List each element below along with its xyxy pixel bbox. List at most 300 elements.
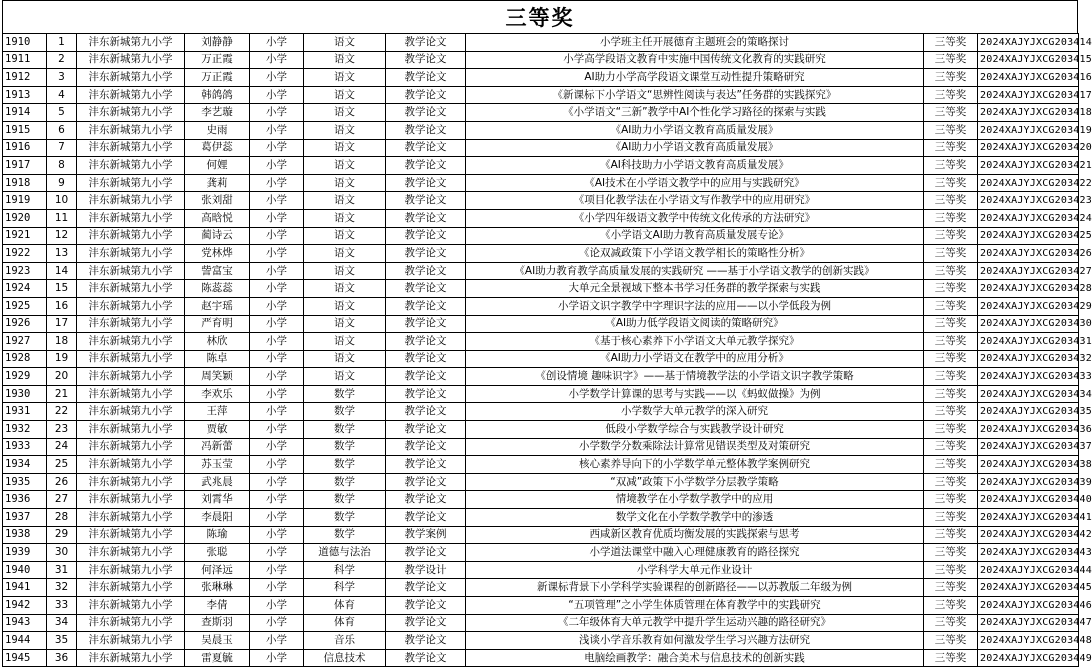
level-cell: 小学 — [250, 174, 304, 192]
certificate-code-cell: 2024XAJYJXCG203430 — [978, 315, 1079, 333]
subject-cell: 数学 — [304, 509, 386, 527]
category-cell: 教学论文 — [386, 368, 466, 386]
table-row — [3, 245, 1079, 263]
table-row — [3, 649, 1079, 667]
category-cell: 教学论文 — [386, 34, 466, 52]
category-cell: 教学论文 — [386, 438, 466, 456]
table-row — [3, 69, 1079, 87]
certificate-code-cell: 2024XAJYJXCG203436 — [978, 421, 1079, 439]
sequence-cell: 17 — [47, 315, 77, 333]
sequence-cell: 14 — [47, 262, 77, 280]
subject-cell: 语文 — [304, 297, 386, 315]
sequence-cell: 34 — [47, 614, 77, 632]
award-cell: 三等奖 — [924, 245, 978, 263]
sequence-cell: 20 — [47, 368, 77, 386]
record-id-cell: 1930 — [3, 385, 47, 403]
award-table-body — [3, 34, 1092, 667]
award-cell: 三等奖 — [924, 350, 978, 368]
school-cell: 沣东新城第九小学 — [77, 491, 185, 509]
paper-title-cell: 《AI助力教育教学高质量发展的实践研究 ——基于小学语文教学的创新实践》 — [466, 262, 924, 280]
record-id-cell: 1928 — [3, 350, 47, 368]
record-id-cell: 1931 — [3, 403, 47, 421]
table-row — [3, 473, 1079, 491]
record-id-cell: 1932 — [3, 421, 47, 439]
subject-cell: 科学 — [304, 561, 386, 579]
sheet-title: 三等奖 — [2, 0, 1078, 33]
paper-title-cell: 小学语文识字教学中字理识字法的应用——以小学低段为例 — [466, 297, 924, 315]
sequence-cell: 25 — [47, 456, 77, 474]
sequence-cell: 24 — [47, 438, 77, 456]
paper-title-cell: 《小学语文“三新”教学中AI个性化学习路径的探索与实践 — [466, 104, 924, 122]
table-row — [3, 209, 1079, 227]
level-cell: 小学 — [250, 368, 304, 386]
category-cell: 教学论文 — [386, 491, 466, 509]
sequence-cell: 15 — [47, 280, 77, 298]
award-cell: 三等奖 — [924, 69, 978, 87]
paper-title-cell: 新课标背景下小学科学实验课程的创新路径——以苏教版二年级为例 — [466, 579, 924, 597]
level-cell: 小学 — [250, 491, 304, 509]
category-cell: 教学论文 — [386, 509, 466, 527]
author-cell: 蔺诗云 — [185, 227, 250, 245]
paper-title-cell: 小学道法课堂中融入心理健康教育的路径探究 — [466, 544, 924, 562]
record-id-cell: 1934 — [3, 456, 47, 474]
school-cell: 沣东新城第九小学 — [77, 649, 185, 667]
subject-cell: 语文 — [304, 209, 386, 227]
record-id-cell: 1944 — [3, 632, 47, 650]
subject-cell: 语文 — [304, 262, 386, 280]
level-cell: 小学 — [250, 350, 304, 368]
certificate-code-cell: 2024XAJYJXCG203437 — [978, 438, 1079, 456]
subject-cell: 语文 — [304, 121, 386, 139]
school-cell: 沣东新城第九小学 — [77, 139, 185, 157]
author-cell: 武兆晨 — [185, 473, 250, 491]
school-cell: 沣东新城第九小学 — [77, 473, 185, 491]
sequence-cell: 33 — [47, 597, 77, 615]
author-cell: 何娌 — [185, 157, 250, 175]
certificate-code-cell: 2024XAJYJXCG203442 — [978, 526, 1079, 544]
record-id-cell: 1924 — [3, 280, 47, 298]
sequence-cell: 8 — [47, 157, 77, 175]
paper-title-cell: 小学数学计算课的思考与实践——以《蚂蚁做操》为例 — [466, 385, 924, 403]
record-id-cell: 1941 — [3, 579, 47, 597]
sequence-cell: 27 — [47, 491, 77, 509]
author-cell: 雷夏毓 — [185, 649, 250, 667]
table-row — [3, 491, 1079, 509]
paper-title-cell: 《小学四年级语文教学中传统文化传承的方法研究》 — [466, 209, 924, 227]
category-cell: 教学论文 — [386, 121, 466, 139]
school-cell: 沣东新城第九小学 — [77, 526, 185, 544]
subject-cell: 语文 — [304, 69, 386, 87]
school-cell: 沣东新城第九小学 — [77, 174, 185, 192]
author-cell: 刘霄华 — [185, 491, 250, 509]
table-row — [3, 561, 1079, 579]
category-cell: 教学论文 — [386, 157, 466, 175]
table-row — [3, 544, 1079, 562]
table-row — [3, 157, 1079, 175]
level-cell: 小学 — [250, 561, 304, 579]
sequence-cell: 16 — [47, 297, 77, 315]
record-id-cell: 1943 — [3, 614, 47, 632]
certificate-code-cell: 2024XAJYJXCG203446 — [978, 597, 1079, 615]
paper-title-cell: 小学班主任开展德育主题班会的策略探讨 — [466, 34, 924, 52]
paper-title-cell: 《项目化教学法在小学语文写作教学中的应用研究》 — [466, 192, 924, 210]
paper-title-cell: 情境教学在小学数学教学中的应用 — [466, 491, 924, 509]
level-cell: 小学 — [250, 632, 304, 650]
paper-title-cell: 《AI助力小学语文教育高质量发展》 — [466, 139, 924, 157]
certificate-code-cell: 2024XAJYJXCG203426 — [978, 245, 1079, 263]
table-row — [3, 139, 1079, 157]
subject-cell: 数学 — [304, 403, 386, 421]
sequence-cell: 31 — [47, 561, 77, 579]
sequence-cell: 19 — [47, 350, 77, 368]
subject-cell: 语文 — [304, 315, 386, 333]
certificate-code-cell: 2024XAJYJXCG203418 — [978, 104, 1079, 122]
category-cell: 教学论文 — [386, 579, 466, 597]
paper-title-cell: 《AI助力低学段语文阅读的策略研究》 — [466, 315, 924, 333]
paper-title-cell: 《二年级体育大单元教学中提升学生运动兴趣的路径研究》 — [466, 614, 924, 632]
category-cell: 教学论文 — [386, 614, 466, 632]
paper-title-cell: 《论双减政策下小学语文教学相长的策略性分析》 — [466, 245, 924, 263]
record-id-cell: 1933 — [3, 438, 47, 456]
record-id-cell: 1921 — [3, 227, 47, 245]
level-cell: 小学 — [250, 86, 304, 104]
table-row — [3, 403, 1079, 421]
category-cell: 教学论文 — [386, 297, 466, 315]
author-cell: 史雨 — [185, 121, 250, 139]
sequence-cell: 9 — [47, 174, 77, 192]
record-id-cell: 1923 — [3, 262, 47, 280]
award-cell: 三等奖 — [924, 385, 978, 403]
subject-cell: 语文 — [304, 368, 386, 386]
category-cell: 教学论文 — [386, 104, 466, 122]
author-cell: 何泽远 — [185, 561, 250, 579]
school-cell: 沣东新城第九小学 — [77, 333, 185, 351]
category-cell: 教学论文 — [386, 333, 466, 351]
table-row — [3, 280, 1079, 298]
certificate-code-cell: 2024XAJYJXCG203424 — [978, 209, 1079, 227]
author-cell: 严育明 — [185, 315, 250, 333]
subject-cell: 语文 — [304, 157, 386, 175]
paper-title-cell: 《AI助力小学语文在教学中的应用分析》 — [466, 350, 924, 368]
sequence-cell: 23 — [47, 421, 77, 439]
level-cell: 小学 — [250, 51, 304, 69]
school-cell: 沣东新城第九小学 — [77, 368, 185, 386]
certificate-code-cell: 2024XAJYJXCG203448 — [978, 632, 1079, 650]
sequence-cell: 22 — [47, 403, 77, 421]
table-row — [3, 192, 1079, 210]
author-cell: 李倩 — [185, 597, 250, 615]
subject-cell: 语文 — [304, 280, 386, 298]
paper-title-cell: 核心素养导向下的小学数学单元整体教学案例研究 — [466, 456, 924, 474]
sequence-cell: 36 — [47, 649, 77, 667]
author-cell: 冯新蕾 — [185, 438, 250, 456]
paper-title-cell: 小学科学大单元作业设计 — [466, 561, 924, 579]
level-cell: 小学 — [250, 139, 304, 157]
subject-cell: 音乐 — [304, 632, 386, 650]
paper-title-cell: 《AI科技助力小学语文教育高质量发展》 — [466, 157, 924, 175]
sequence-cell: 3 — [47, 69, 77, 87]
paper-title-cell: 浅谈小学音乐教育如何激发学生学习兴趣方法研究 — [466, 632, 924, 650]
level-cell: 小学 — [250, 579, 304, 597]
school-cell: 沣东新城第九小学 — [77, 51, 185, 69]
category-cell: 教学论文 — [386, 51, 466, 69]
sequence-cell: 29 — [47, 526, 77, 544]
table-row — [3, 174, 1079, 192]
award-cell: 三等奖 — [924, 403, 978, 421]
subject-cell: 道德与法治 — [304, 544, 386, 562]
level-cell: 小学 — [250, 315, 304, 333]
sequence-cell: 10 — [47, 192, 77, 210]
category-cell: 教学论文 — [386, 209, 466, 227]
subject-cell: 体育 — [304, 614, 386, 632]
award-cell: 三等奖 — [924, 526, 978, 544]
sequence-cell: 11 — [47, 209, 77, 227]
school-cell: 沣东新城第九小学 — [77, 104, 185, 122]
category-cell: 教学论文 — [386, 456, 466, 474]
author-cell: 党林烨 — [185, 245, 250, 263]
table-row — [3, 104, 1079, 122]
award-cell: 三等奖 — [924, 51, 978, 69]
certificate-code-cell: 2024XAJYJXCG203422 — [978, 174, 1079, 192]
paper-title-cell: 西咸新区教育优质均衡发展的实践探索与思考 — [466, 526, 924, 544]
subject-cell: 科学 — [304, 579, 386, 597]
school-cell: 沣东新城第九小学 — [77, 544, 185, 562]
subject-cell: 数学 — [304, 385, 386, 403]
level-cell: 小学 — [250, 403, 304, 421]
table-row — [3, 438, 1079, 456]
record-id-cell: 1925 — [3, 297, 47, 315]
school-cell: 沣东新城第九小学 — [77, 614, 185, 632]
subject-cell: 体育 — [304, 597, 386, 615]
award-cell: 三等奖 — [924, 280, 978, 298]
author-cell: 高晗悦 — [185, 209, 250, 227]
certificate-code-cell: 2024XAJYJXCG203434 — [978, 385, 1079, 403]
table-row — [3, 579, 1079, 597]
sequence-cell: 21 — [47, 385, 77, 403]
paper-title-cell: 《AI技术在小学语文教学中的应用与实践研究》 — [466, 174, 924, 192]
award-cell: 三等奖 — [924, 491, 978, 509]
award-cell: 三等奖 — [924, 421, 978, 439]
record-id-cell: 1913 — [3, 86, 47, 104]
sequence-cell: 12 — [47, 227, 77, 245]
level-cell: 小学 — [250, 121, 304, 139]
table-row — [3, 34, 1079, 52]
category-cell: 教学论文 — [386, 174, 466, 192]
category-cell: 教学论文 — [386, 262, 466, 280]
record-id-cell: 1927 — [3, 333, 47, 351]
level-cell: 小学 — [250, 333, 304, 351]
level-cell: 小学 — [250, 473, 304, 491]
sequence-cell: 6 — [47, 121, 77, 139]
table-row — [3, 121, 1079, 139]
certificate-code-cell: 2024XAJYJXCG203438 — [978, 456, 1079, 474]
record-id-cell: 1915 — [3, 121, 47, 139]
author-cell: 周笑颖 — [185, 368, 250, 386]
author-cell: 万正霞 — [185, 51, 250, 69]
table-row — [3, 526, 1079, 544]
sequence-cell: 18 — [47, 333, 77, 351]
category-cell: 教学论文 — [386, 86, 466, 104]
table-row — [3, 509, 1079, 527]
table-row — [3, 350, 1079, 368]
school-cell: 沣东新城第九小学 — [77, 509, 185, 527]
sequence-cell: 2 — [47, 51, 77, 69]
table-row — [3, 614, 1079, 632]
category-cell: 教学论文 — [386, 350, 466, 368]
subject-cell: 数学 — [304, 526, 386, 544]
school-cell: 沣东新城第九小学 — [77, 632, 185, 650]
category-cell: 教学论文 — [386, 473, 466, 491]
author-cell: 苏玉莹 — [185, 456, 250, 474]
level-cell: 小学 — [250, 297, 304, 315]
subject-cell: 语文 — [304, 104, 386, 122]
author-cell: 张刘甜 — [185, 192, 250, 210]
subject-cell: 语文 — [304, 192, 386, 210]
record-id-cell: 1912 — [3, 69, 47, 87]
level-cell: 小学 — [250, 649, 304, 667]
category-cell: 教学论文 — [386, 597, 466, 615]
paper-title-cell: 大单元全景视域下整本书学习任务群的教学探索与实践 — [466, 280, 924, 298]
paper-title-cell: “双减”政策下小学数学分层教学策略 — [466, 473, 924, 491]
award-cell: 三等奖 — [924, 227, 978, 245]
school-cell: 沣东新城第九小学 — [77, 561, 185, 579]
school-cell: 沣东新城第九小学 — [77, 121, 185, 139]
certificate-code-cell: 2024XAJYJXCG203447 — [978, 614, 1079, 632]
school-cell: 沣东新城第九小学 — [77, 456, 185, 474]
level-cell: 小学 — [250, 227, 304, 245]
sequence-cell: 1 — [47, 34, 77, 52]
school-cell: 沣东新城第九小学 — [77, 157, 185, 175]
category-cell: 教学论文 — [386, 139, 466, 157]
certificate-code-cell: 2024XAJYJXCG203423 — [978, 192, 1079, 210]
record-id-cell: 1936 — [3, 491, 47, 509]
table-row — [3, 86, 1079, 104]
award-cell: 三等奖 — [924, 139, 978, 157]
subject-cell: 语文 — [304, 350, 386, 368]
author-cell: 王萍 — [185, 403, 250, 421]
author-cell: 龚莉 — [185, 174, 250, 192]
school-cell: 沣东新城第九小学 — [77, 297, 185, 315]
record-id-cell: 1911 — [3, 51, 47, 69]
level-cell: 小学 — [250, 104, 304, 122]
record-id-cell: 1935 — [3, 473, 47, 491]
award-cell: 三等奖 — [924, 614, 978, 632]
level-cell: 小学 — [250, 34, 304, 52]
record-id-cell: 1937 — [3, 509, 47, 527]
award-cell: 三等奖 — [924, 333, 978, 351]
record-id-cell: 1945 — [3, 649, 47, 667]
sequence-cell: 26 — [47, 473, 77, 491]
school-cell: 沣东新城第九小学 — [77, 315, 185, 333]
award-cell: 三等奖 — [924, 192, 978, 210]
table-row — [3, 385, 1079, 403]
award-cell: 三等奖 — [924, 561, 978, 579]
certificate-code-cell: 2024XAJYJXCG203439 — [978, 473, 1079, 491]
paper-title-cell: 《新课标下小学语文“思辨性阅读与表达”任务群的实践探究》 — [466, 86, 924, 104]
level-cell: 小学 — [250, 421, 304, 439]
record-id-cell: 1922 — [3, 245, 47, 263]
category-cell: 教学论文 — [386, 649, 466, 667]
award-cell: 三等奖 — [924, 121, 978, 139]
school-cell: 沣东新城第九小学 — [77, 69, 185, 87]
sequence-cell: 28 — [47, 509, 77, 527]
subject-cell: 语文 — [304, 34, 386, 52]
subject-cell: 数学 — [304, 491, 386, 509]
author-cell: 贾敏 — [185, 421, 250, 439]
author-cell: 张琳琳 — [185, 579, 250, 597]
certificate-code-cell: 2024XAJYJXCG203428 — [978, 280, 1079, 298]
certificate-code-cell: 2024XAJYJXCG203417 — [978, 86, 1079, 104]
subject-cell: 语文 — [304, 245, 386, 263]
author-cell: 葛伊蕊 — [185, 139, 250, 157]
category-cell: 教学论文 — [386, 280, 466, 298]
level-cell: 小学 — [250, 157, 304, 175]
category-cell: 教学论文 — [386, 245, 466, 263]
award-list-sheet — [2, 0, 1092, 667]
subject-cell: 数学 — [304, 456, 386, 474]
record-id-cell: 1940 — [3, 561, 47, 579]
award-cell: 三等奖 — [924, 597, 978, 615]
record-id-cell: 1919 — [3, 192, 47, 210]
certificate-code-cell: 2024XAJYJXCG203445 — [978, 579, 1079, 597]
table-row — [3, 227, 1079, 245]
paper-title-cell: 小学数学分数乘除法计算常见错误类型及对策研究 — [466, 438, 924, 456]
school-cell: 沣东新城第九小学 — [77, 350, 185, 368]
school-cell: 沣东新城第九小学 — [77, 385, 185, 403]
paper-title-cell: 《创设情境 趣味识字》——基于情境教学法的小学语文识字教学策略 — [466, 368, 924, 386]
author-cell: 韩鸽鸽 — [185, 86, 250, 104]
author-cell: 陈瑜 — [185, 526, 250, 544]
category-cell: 教学案例 — [386, 526, 466, 544]
level-cell: 小学 — [250, 192, 304, 210]
certificate-code-cell: 2024XAJYJXCG203431 — [978, 333, 1079, 351]
certificate-code-cell: 2024XAJYJXCG203440 — [978, 491, 1079, 509]
author-cell: 赵宇瑶 — [185, 297, 250, 315]
level-cell: 小学 — [250, 262, 304, 280]
certificate-code-cell: 2024XAJYJXCG203444 — [978, 561, 1079, 579]
school-cell: 沣东新城第九小学 — [77, 438, 185, 456]
school-cell: 沣东新城第九小学 — [77, 227, 185, 245]
record-id-cell: 1910 — [3, 34, 47, 52]
award-cell: 三等奖 — [924, 544, 978, 562]
subject-cell: 数学 — [304, 421, 386, 439]
table-row — [3, 315, 1079, 333]
category-cell: 教学论文 — [386, 632, 466, 650]
award-cell: 三等奖 — [924, 473, 978, 491]
award-cell: 三等奖 — [924, 209, 978, 227]
record-id-cell: 1918 — [3, 174, 47, 192]
level-cell: 小学 — [250, 69, 304, 87]
table-row — [3, 262, 1079, 280]
certificate-code-cell: 2024XAJYJXCG203432 — [978, 350, 1079, 368]
level-cell: 小学 — [250, 209, 304, 227]
school-cell: 沣东新城第九小学 — [77, 245, 185, 263]
author-cell: 李晨阳 — [185, 509, 250, 527]
award-cell: 三等奖 — [924, 632, 978, 650]
award-cell: 三等奖 — [924, 368, 978, 386]
level-cell: 小学 — [250, 614, 304, 632]
award-table — [2, 33, 1092, 667]
certificate-code-cell: 2024XAJYJXCG203421 — [978, 157, 1079, 175]
record-id-cell: 1929 — [3, 368, 47, 386]
award-cell: 三等奖 — [924, 509, 978, 527]
certificate-code-cell: 2024XAJYJXCG203414 — [978, 34, 1079, 52]
award-cell: 三等奖 — [924, 34, 978, 52]
certificate-code-cell: 2024XAJYJXCG203419 — [978, 121, 1079, 139]
award-cell: 三等奖 — [924, 438, 978, 456]
category-cell: 教学论文 — [386, 385, 466, 403]
author-cell: 李欢乐 — [185, 385, 250, 403]
